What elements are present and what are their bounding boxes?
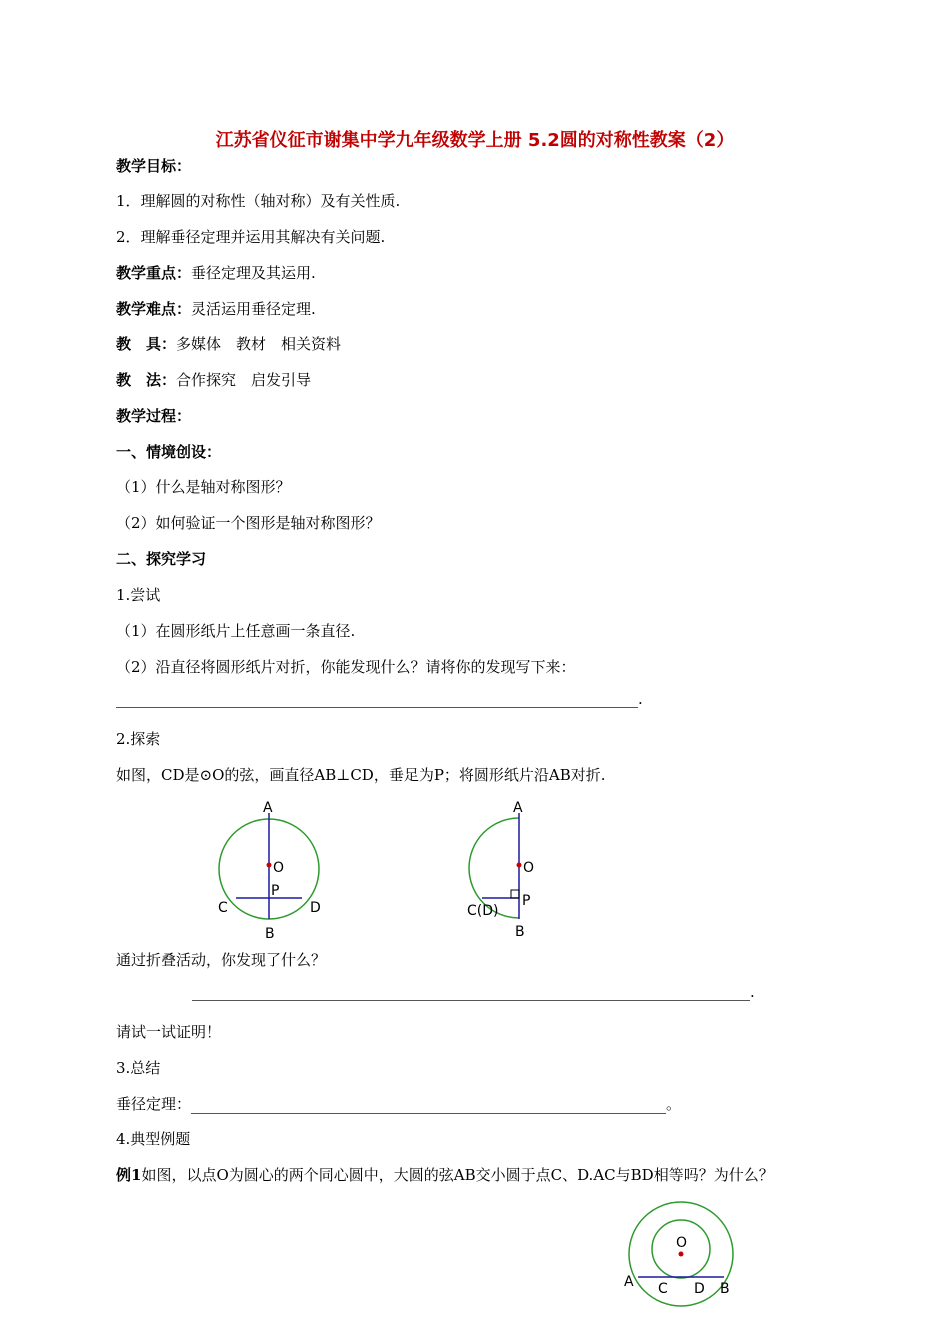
- label-o: O: [523, 860, 535, 876]
- try-heading: 1.尝试: [116, 586, 161, 604]
- prove-text: 请试一试证明！: [116, 1023, 222, 1041]
- key-label: 教学重点：: [116, 264, 192, 282]
- label-p: P: [271, 883, 280, 899]
- label-c: C: [218, 900, 228, 916]
- answer-line-2: [192, 983, 755, 1001]
- figure-circle-diameter-chord: [210, 798, 340, 944]
- label-b: B: [265, 926, 275, 942]
- explore-heading: 2.探索: [116, 730, 161, 748]
- example-text: 如图，以点O为圆心的两个同心圆中，大圆的弦AB交小圆于点C、D.AC与BD相等吗？为什么？: [141, 1166, 774, 1184]
- try-step-2: （2）沿直径将圆形纸片对折，你能发现什么？请将你的发现写下来：: [116, 658, 576, 676]
- section-2-heading: 二、探究学习: [116, 550, 207, 568]
- method-label: 教 法：: [116, 371, 177, 389]
- example-label: 例1: [116, 1166, 142, 1184]
- figure-concentric-circles: [618, 1200, 738, 1310]
- label-c: C: [658, 1281, 668, 1297]
- process-heading: 教学过程：: [116, 407, 192, 425]
- key-text: 垂径定理及其运用.: [191, 264, 316, 282]
- goal-1: 1．理解圆的对称性（轴对称）及有关性质.: [116, 192, 401, 210]
- question-1: （1）什么是轴对称图形？: [116, 478, 291, 496]
- theorem-blank[interactable]: [191, 1099, 666, 1114]
- difficulty-point: [116, 298, 316, 319]
- right-angle-mark: [511, 890, 519, 898]
- key-point: [116, 262, 316, 283]
- center-dot: [267, 863, 272, 868]
- label-b: B: [720, 1281, 730, 1297]
- explore-text: 如图，CD是⊙O的弦，画直径AB⊥CD，垂足为P；将圆形纸片沿AB对折.: [116, 766, 606, 784]
- center-dot: [679, 1252, 684, 1257]
- period: .: [638, 690, 643, 708]
- example-1: [116, 1164, 774, 1185]
- label-a: A: [513, 800, 523, 816]
- goal-2: 2．理解垂径定理并运用其解决有关问题.: [116, 228, 386, 246]
- try-step-1: （1）在圆形纸片上任意画一条直径.: [116, 622, 356, 640]
- figure-folded-semicircle: [460, 798, 580, 944]
- label-o: O: [273, 860, 285, 876]
- theorem-line: [116, 1093, 681, 1114]
- theorem-label: 垂径定理：: [116, 1095, 192, 1113]
- label-b: B: [515, 924, 525, 940]
- label-p: P: [522, 893, 531, 909]
- difficulty-text: 灵活运用垂径定理.: [191, 300, 316, 318]
- tools-label: 教 具：: [116, 335, 177, 353]
- tools: [116, 333, 341, 354]
- difficulty-label: 教学难点：: [116, 300, 192, 318]
- section-1-heading: 一、情境创设：: [116, 443, 222, 461]
- theorem-end: 。: [666, 1095, 682, 1113]
- blank-line[interactable]: [192, 986, 750, 1001]
- center-dot: [517, 863, 522, 868]
- label-cd: C(D): [467, 903, 499, 919]
- period: .: [750, 983, 755, 1001]
- label-d: D: [694, 1281, 705, 1297]
- answer-line-1: [116, 690, 643, 708]
- label-d: D: [310, 900, 321, 916]
- page-title: 江苏省仪征市谢集中学九年级数学上册 5.2圆的对称性教案（2）: [215, 130, 735, 151]
- label-a: A: [263, 800, 273, 816]
- goals-heading: 教学目标：: [116, 157, 192, 175]
- question-2: （2）如何验证一个图形是轴对称图形？: [116, 514, 381, 532]
- label-a: A: [624, 1274, 634, 1290]
- tools-text: 多媒体 教材 相关资料: [176, 335, 342, 353]
- summary-heading: 3.总结: [116, 1059, 161, 1077]
- blank-line[interactable]: [116, 693, 638, 708]
- fold-question: 通过折叠活动，你发现了什么？: [116, 951, 327, 969]
- method-text: 合作探究 启发引导: [176, 371, 312, 389]
- method: [116, 369, 311, 390]
- examples-heading: 4.典型例题: [116, 1130, 191, 1148]
- label-o: O: [676, 1235, 688, 1251]
